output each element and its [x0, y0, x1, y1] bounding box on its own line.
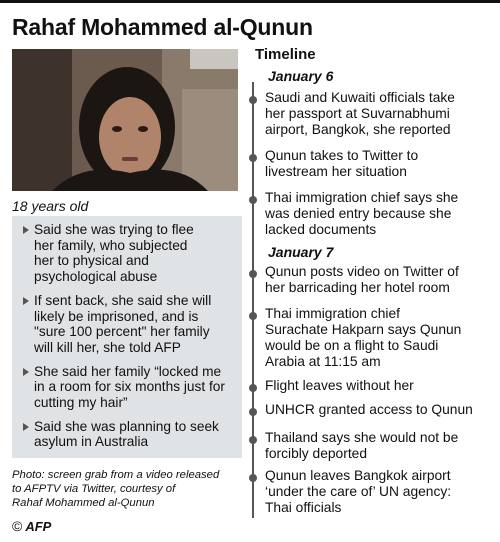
quotes-panel: [12, 216, 242, 458]
timeline-event: Thai immigration chief says she was denied entry because she lacked documents: [265, 190, 459, 237]
page-title: Rahaf Mohammed al-Qunun: [12, 14, 313, 40]
triangle-bullet-icon: [23, 297, 29, 305]
timeline-dot-icon: [249, 408, 257, 416]
timeline-event: Thai immigration chief Surachate Hakparn says Qunun would be on a flight to Saudi Arabia at 11:15 am: [265, 306, 462, 369]
timeline-event: Flight leaves without her: [265, 378, 414, 393]
timeline-event: Saudi and Kuwaiti officials take her passport at Suvarnabhumi airport, Bangkok, she reported: [265, 90, 455, 137]
timeline-dot-icon: [249, 474, 257, 482]
timeline-event: Qunun leaves Bangkok airport ‘under the care of’ UN agency: Thai officials: [265, 468, 452, 515]
timeline-heading: Timeline: [255, 46, 316, 63]
triangle-bullet-icon: [23, 423, 29, 431]
age-label: 18 years old: [12, 198, 89, 214]
quote-item: [22, 293, 234, 356]
timeline-dot-icon: [249, 270, 257, 278]
quote-text: She said her family “locked me in a room for six months just for cutting my hair”: [34, 363, 225, 411]
timeline-event: UNHCR granted access to Qunun: [265, 402, 473, 417]
afp-logo: [12, 518, 51, 534]
timeline-dot-icon: [249, 196, 257, 204]
quote-item: [22, 364, 234, 411]
afp-label: AFP: [25, 519, 52, 534]
timeline-dot-icon: [249, 96, 257, 104]
timeline-line: [252, 82, 254, 518]
quote-text: Said she was trying to flee her family, who subjected her to physical and psychological abuse: [34, 222, 194, 285]
quote-text: If sent back, she said she will likely be imprisoned, and is "sure 100 percent" her family will kill her, she told AFP: [34, 292, 212, 355]
timeline-dot-icon: [249, 312, 257, 320]
triangle-bullet-icon: [23, 226, 29, 234]
timeline-dot-icon: [249, 384, 257, 392]
triangle-bullet-icon: [23, 368, 29, 376]
timeline-event: Qunun takes to Twitter to livestream her situation: [265, 148, 419, 179]
quote-item: [22, 222, 234, 285]
timeline-event: Thailand says she would not be forcibly deported: [265, 430, 459, 461]
photo-credit: Photo: screen grab from a video released to AFPTV via Twitter, courtesy of Rahaf Mohammed al-Qunun: [12, 469, 220, 509]
portrait-photo: [12, 49, 238, 191]
timeline-date: January 6: [268, 68, 334, 84]
top-rule: [0, 0, 500, 3]
timeline-date: January 7: [268, 244, 334, 260]
quote-item: [22, 419, 234, 450]
copyright-symbol: ©: [12, 518, 23, 534]
timeline-event: Qunun posts video on Twitter of her barricading her hotel room: [265, 264, 459, 295]
timeline-dot-icon: [249, 154, 257, 162]
quote-text: Said she was planning to seek asylum in Australia: [34, 418, 219, 450]
timeline-dot-icon: [249, 436, 257, 444]
